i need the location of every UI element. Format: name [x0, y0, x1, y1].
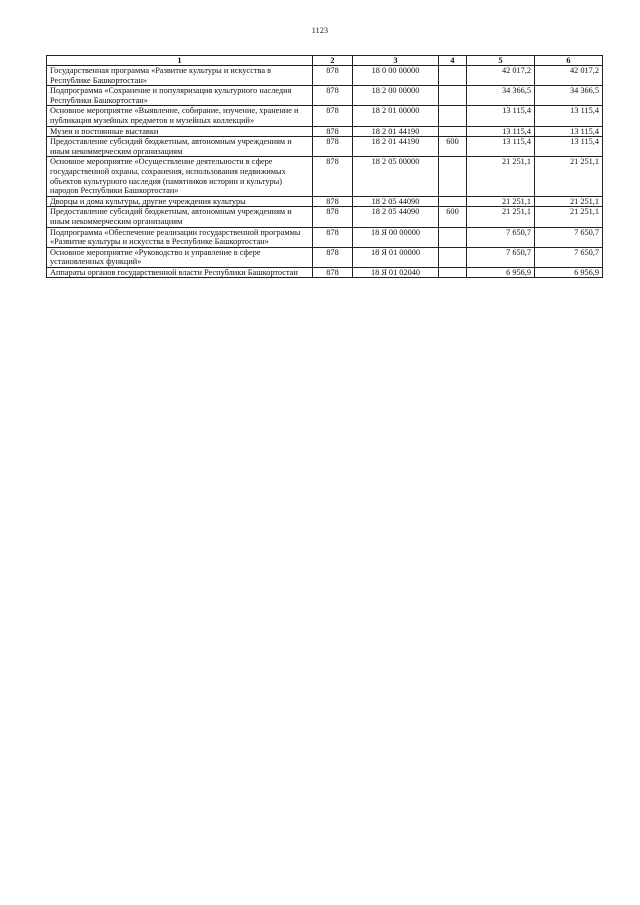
row-sum-1: 13 115,4: [467, 106, 535, 126]
row-sum-1: 6 956,9: [467, 267, 535, 278]
row-sum-2: 21 251,1: [535, 196, 603, 207]
table-row: [47, 157, 603, 196]
row-sum-2: 13 115,4: [535, 126, 603, 137]
row-type: [439, 106, 467, 126]
budget-table: [46, 55, 603, 278]
row-type: [439, 196, 467, 207]
table-row: [47, 126, 603, 137]
row-ministry: 878: [313, 207, 353, 227]
table-row: [47, 227, 603, 247]
row-sum-1: 7 650,7: [467, 227, 535, 247]
row-code: 18 2 05 44090: [353, 196, 439, 207]
row-sum-1: 42 017,2: [467, 66, 535, 86]
table-header-row: [47, 56, 603, 66]
row-name: Предоставление субсидий бюджетным, автономным учреждениям и иным некоммерческим организациям: [47, 207, 313, 227]
row-code: 18 Я 01 02040: [353, 267, 439, 278]
row-sum-2: 34 366,5: [535, 86, 603, 106]
table-row: [47, 196, 603, 207]
row-name: Основное мероприятие «Осуществление деятельности в сфере государственной охраны, сохранения, использования недвижимых объектов культурного наследия (памятников истории и культуры) народов Республики Башкортостан»: [47, 157, 313, 196]
row-ministry: 878: [313, 227, 353, 247]
row-code: 18 2 01 44190: [353, 137, 439, 157]
column-header-6: 6: [535, 56, 603, 66]
row-type: [439, 126, 467, 137]
row-ministry: 878: [313, 86, 353, 106]
row-sum-2: 7 650,7: [535, 227, 603, 247]
row-ministry: 878: [313, 106, 353, 126]
table-body: [47, 66, 603, 278]
row-sum-1: 13 115,4: [467, 137, 535, 157]
row-code: 18 2 01 00000: [353, 106, 439, 126]
row-type: [439, 227, 467, 247]
row-sum-1: 13 115,4: [467, 126, 535, 137]
row-sum-2: 21 251,1: [535, 207, 603, 227]
table-row: [47, 207, 603, 227]
row-name: Подпрограмма «Сохранение и популяризация культурного наследия Республики Башкортостан»: [47, 86, 313, 106]
column-header-3: 3: [353, 56, 439, 66]
row-sum-1: 7 650,7: [467, 247, 535, 267]
row-type: [439, 157, 467, 196]
row-sum-1: 34 366,5: [467, 86, 535, 106]
row-ministry: 878: [313, 247, 353, 267]
row-type: [439, 66, 467, 86]
table-row: [47, 86, 603, 106]
table-row: [47, 267, 603, 278]
table-row: [47, 106, 603, 126]
row-code: 18 2 01 44190: [353, 126, 439, 137]
column-header-4: 4: [439, 56, 467, 66]
row-name: Аппараты органов государственной власти Республики Башкортостан: [47, 267, 313, 278]
row-ministry: 878: [313, 267, 353, 278]
row-sum-2: 13 115,4: [535, 137, 603, 157]
row-name: Подпрограмма «Обеспечение реализации государственной программы «Развитие культуры и искусства в Республике Башкортостан»: [47, 227, 313, 247]
row-name: Дворцы и дома культуры, другие учреждения культуры: [47, 196, 313, 207]
row-sum-2: 6 956,9: [535, 267, 603, 278]
row-ministry: 878: [313, 196, 353, 207]
row-type: [439, 247, 467, 267]
row-name: Основное мероприятие «Руководство и управление в сфере установленных функций»: [47, 247, 313, 267]
row-type: 600: [439, 137, 467, 157]
row-code: 18 Я 01 00000: [353, 247, 439, 267]
row-code: 18 2 05 00000: [353, 157, 439, 196]
row-ministry: 878: [313, 66, 353, 86]
row-ministry: 878: [313, 126, 353, 137]
row-name: Основное мероприятие «Выявление, собирание, изучение, хранение и публикация музейных предметов и музейных коллекций»: [47, 106, 313, 126]
row-sum-2: 7 650,7: [535, 247, 603, 267]
row-type: [439, 86, 467, 106]
row-name: Музеи и постоянные выставки: [47, 126, 313, 137]
row-sum-1: 21 251,1: [467, 207, 535, 227]
table-row: [47, 66, 603, 86]
row-sum-1: 21 251,1: [467, 196, 535, 207]
row-type: 600: [439, 207, 467, 227]
column-header-2: 2: [313, 56, 353, 66]
row-ministry: 878: [313, 157, 353, 196]
row-ministry: 878: [313, 137, 353, 157]
row-sum-2: 21 251,1: [535, 157, 603, 196]
row-name: Предоставление субсидий бюджетным, автономным учреждениям и иным некоммерческим организациям: [47, 137, 313, 157]
page-number: 1123: [311, 26, 329, 35]
column-header-5: 5: [467, 56, 535, 66]
table-row: [47, 247, 603, 267]
row-code: 18 0 00 00000: [353, 66, 439, 86]
row-name: Государственная программа «Развитие культуры и искусства в Республике Башкортостан»: [47, 66, 313, 86]
column-header-1: 1: [47, 56, 313, 66]
row-sum-2: 42 017,2: [535, 66, 603, 86]
row-code: 18 2 00 00000: [353, 86, 439, 106]
row-code: 18 2 05 44090: [353, 207, 439, 227]
row-sum-1: 21 251,1: [467, 157, 535, 196]
row-sum-2: 13 115,4: [535, 106, 603, 126]
table-row: [47, 137, 603, 157]
row-code: 18 Я 00 00000: [353, 227, 439, 247]
row-type: [439, 267, 467, 278]
